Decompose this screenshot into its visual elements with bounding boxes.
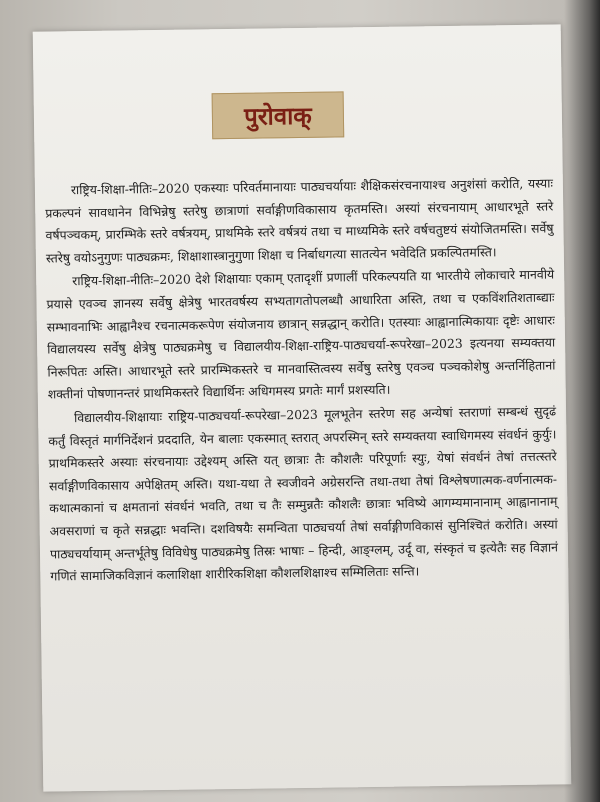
title-banner — [212, 91, 345, 139]
book-binding-edge — [564, 0, 600, 802]
paragraph-3: विद्यालयीय-शिक्षायाः राष्ट्रिय-पाठ्यचर्या-रूपरेखा–2023 मूलभूतेन स्तरेण सह अन्येषां स्तराणां सम्बन्धं सुदृढं कर्तुं विस्तृतं मार्गनिर्देशनं प्रददाति, येन बालाः एकस्मात् स्तरात् अपरस्मिन् स्तरे सम्यक्तया स्वाधिगमस्य संवर्धनं कुर्युः। प्राथमिकस्तरे अस्याः संरचनायाः उद्देश्यम् अस्ति यत् छात्राः तैः कौशलैः परिपूर्णाः स्युः, येषां संवर्धनं तेषां तत्तत्स्तरे सर्वाङ्गीणविकासाय अपेक्षितम् अस्ति। यथा-यथा ते स्वजीवने अग्रेसरन्ति तथा-तथा तेषां विश्लेषणात्मक-वर्णनात्मक-कथात्मकानां च क्षमतानां संवर्धनं भवति, तथा च तैः सम्मुन्नतैः कौशलैः छात्राः भविष्ये आगम्यमानानाम् आह्वानानाम् अवसराणां च कृते सन्नद्धाः भवन्ति। दशविषयैः समन्विता पाठ्यचर्या तेषां सर्वाङ्गीणविकासं सुनिश्चितं करोति। अस्यां पाठ्यचर्यायाम् अन्तर्भूतेषु विविधेषु पाठ्यक्रमेषु तिस्रः भाषाः – हिन्दी, आङ्ग्लम्, उर्दू वा, संस्कृतं च इत्येतैः सह विज्ञानं गणितं सामाजिकविज्ञानं कलाशिक्षा शारीरिकशिक्षा कौशलशिक्षाश्च सम्मिलिताः सन्ति। — [48, 403, 559, 584]
body-text — [45, 172, 559, 589]
book-page — [33, 24, 572, 791]
paragraph-1: राष्ट्रिय-शिक्षा-नीतिः–2020 एकस्याः परिवर्तमानायाः पाठ्यचर्यायाः शैक्षिकसंरचनायाश्च अनुशंसां करोति, यस्याः प्रकल्पनं सावधानेन विभिन्नेषु स्तरेषु छात्राणां सर्वाङ्गीणविकासाय कृतमस्ति। अस्यां संरचनायाम् आधारभूते स्तरे वर्षपञ्चकम्, प्रारम्भिके स्तरे वर्षत्रयम्, प्राथमिके स्तरे वर्षत्रयं तथा च माध्यमिके स्तरे वर्षचतुष्टयं संयोजितमस्ति। सर्वेषु स्तरेषु वयोऽनुगुणः पाठ्यक्रमः, शिक्षाशास्त्रानुगुणा शिक्षा च निर्बाधगत्या सातत्येन भवेदिति प्रकल्पितमस्ति। — [45, 175, 554, 266]
page-title: पुरोवाक् — [243, 100, 312, 131]
paragraph-2: राष्ट्रिय-शिक्षा-नीतिः–2020 देशे शिक्षायाः एकाम् एतादृशीं प्रणालीं परिकल्पयति या भारतीये लोकाचारे मानवीये प्रयासे एवञ्च ज्ञानस्य सर्वेषु क्षेत्रेषु भारतवर्षस्य सभ्यतागतोपलब्धौ आधारिता अस्ति, तथा च एकविंशतिशताब्द्याः सम्भावनाभिः आह्वानैश्च रचनात्मकरूपेण संयोजनाय छात्रान् सन्नद्धान् करोति। एतस्याः आह्वानात्मिकायाः दृष्टेः आधारः विद्यालयस्य सर्वेषु क्षेत्रेषु पाठ्यक्रमेषु च विद्यालयीय-शिक्षा-राष्ट्रिय-पाठ्यचर्या-रूपरेखा–2023 इत्यनया सम्यक्तया निरूपितः अस्ति। आधारभूते स्तरे प्रारम्भिकस्तरे च मानवास्तित्वस्य सर्वेषु स्तरेषु एवञ्च पञ्चकोशेषु अन्तर्निहितानां शक्तीनां पोषणानन्तरं प्राथमिकस्तरे विद्यार्थिनः अधिगमस्य प्रगतेः मार्गं प्रशस्यति। — [46, 266, 556, 402]
